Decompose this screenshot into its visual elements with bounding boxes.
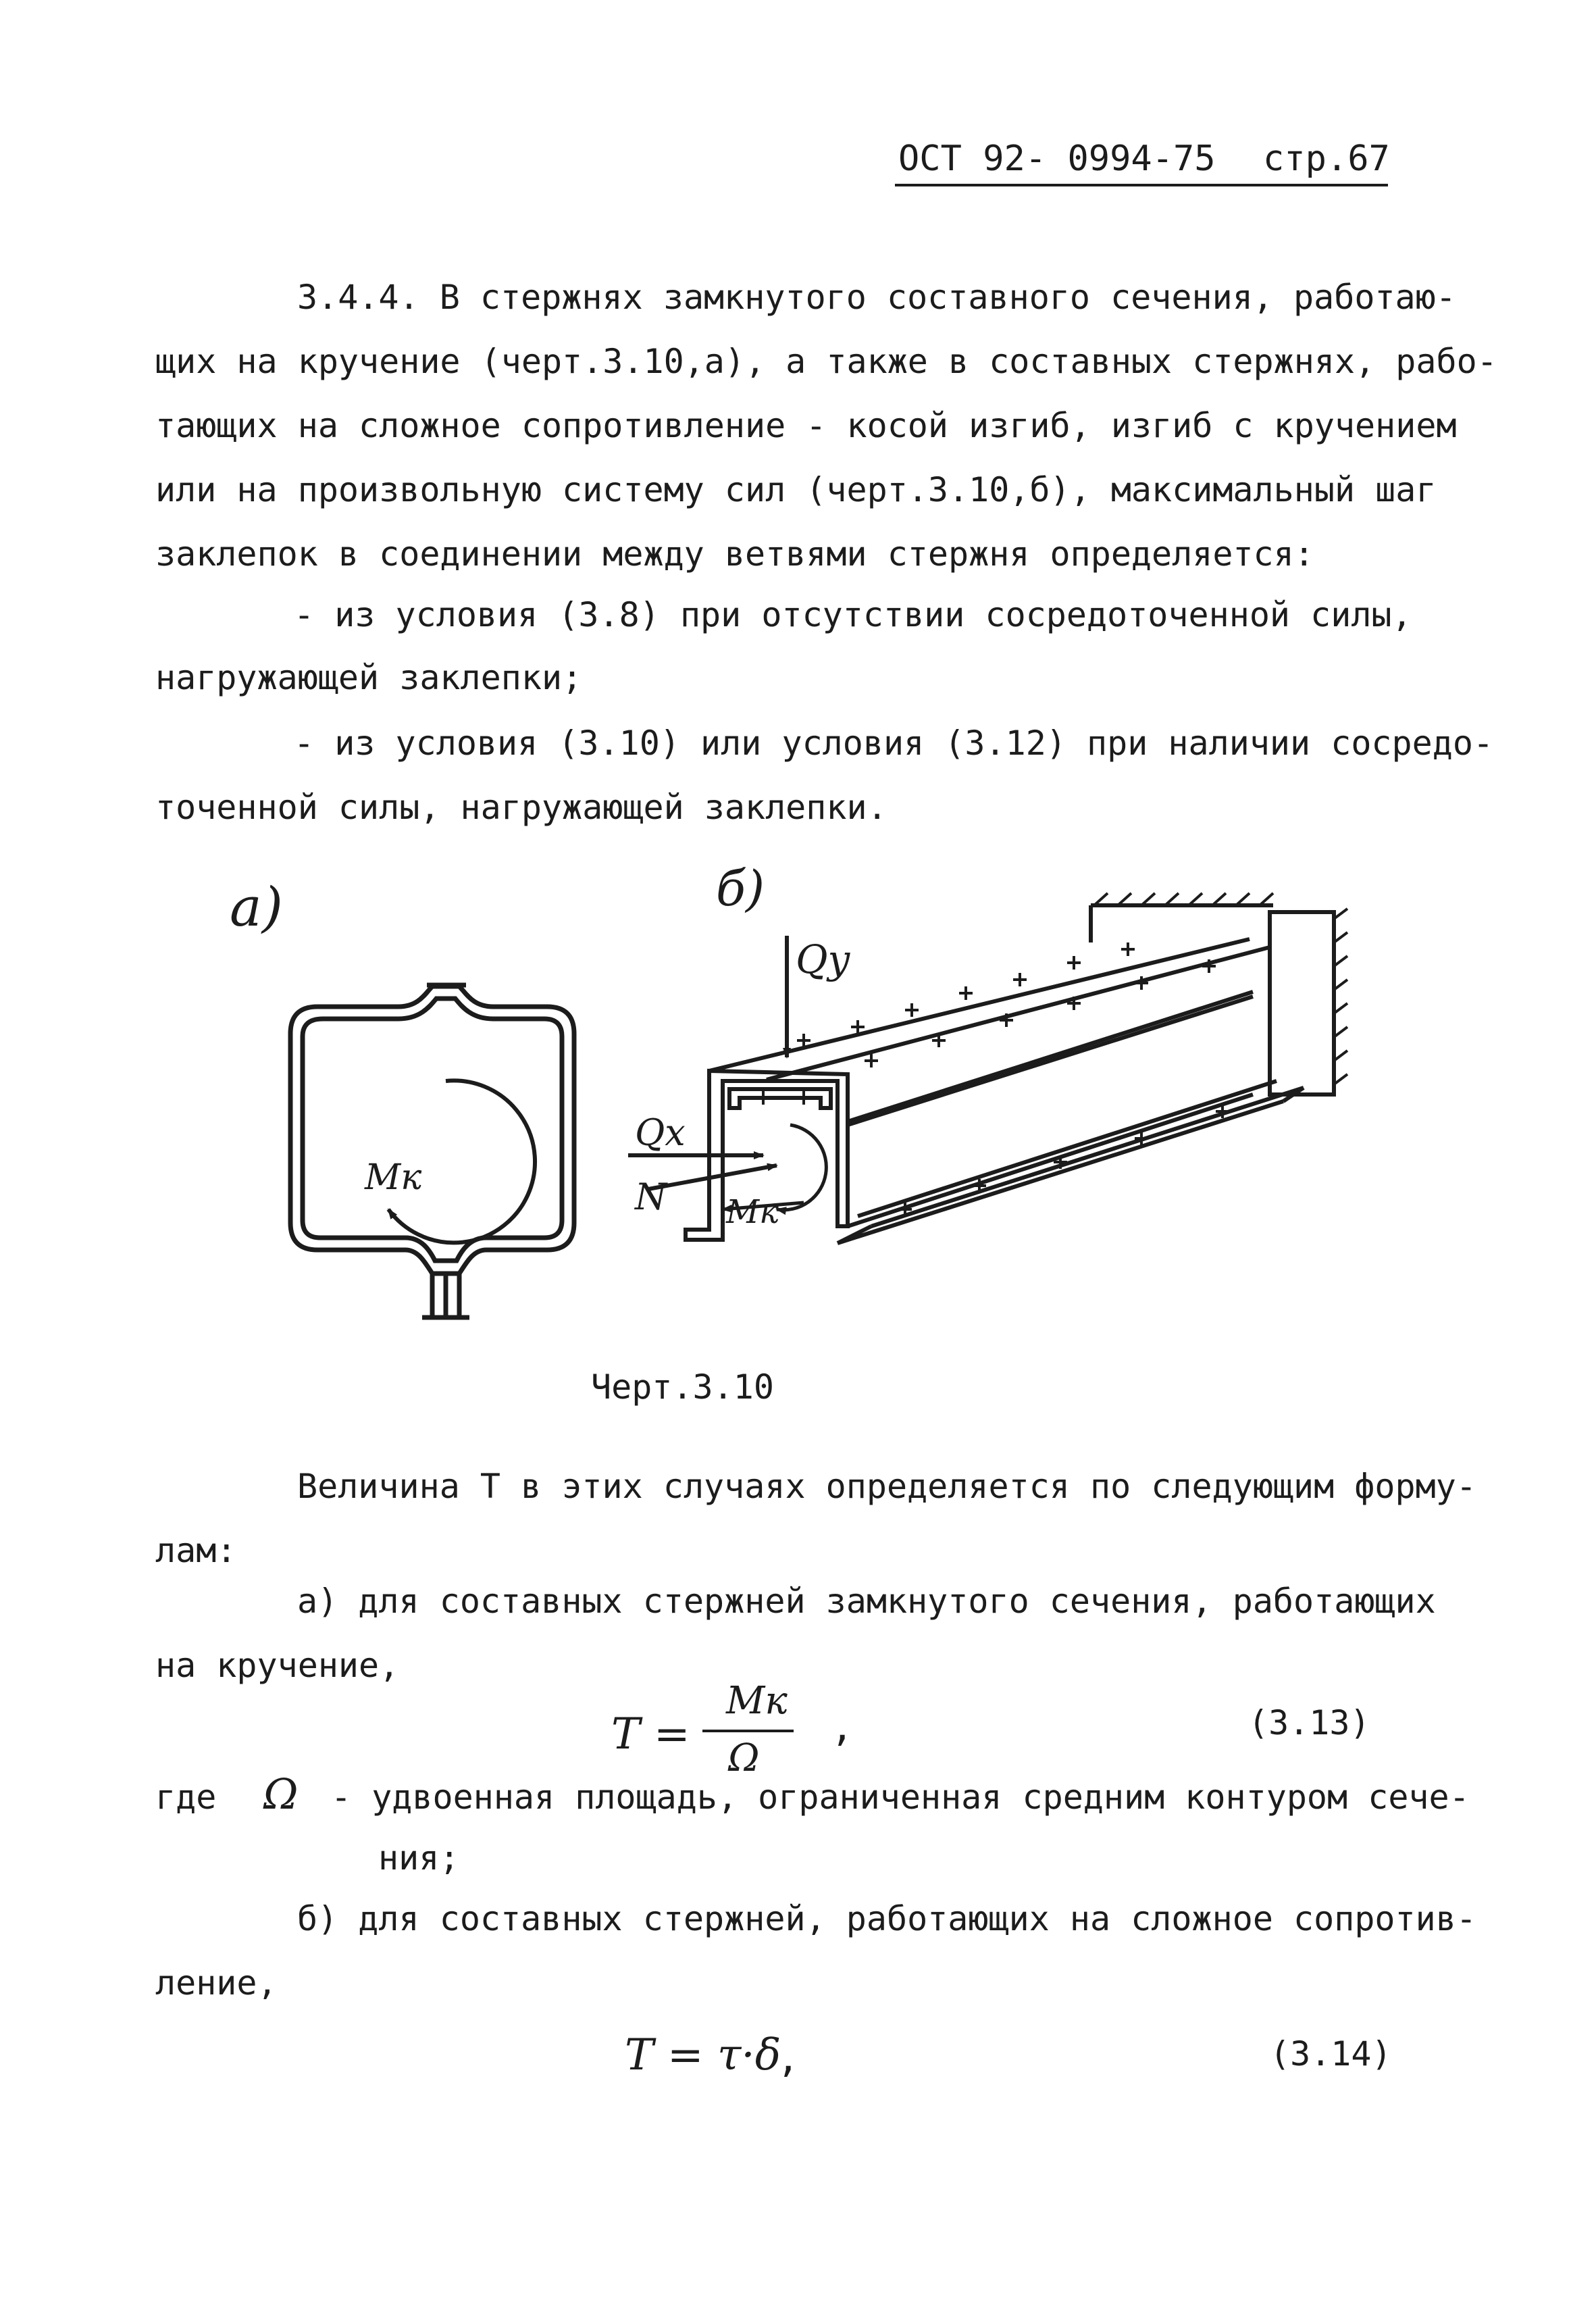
mk-label-b: Mк (726, 1193, 779, 1231)
figure-caption: Черт.3.10 (591, 1367, 774, 1407)
formula-tail: , (831, 1706, 854, 1750)
text-line: или на произвольную систему сил (черт.3.10,б), максимальный шаг (155, 470, 1437, 509)
figure-b-label: б) (716, 860, 765, 917)
formula-number: (3.14) (1270, 2034, 1392, 2073)
case-a-line: на кручение, (155, 1646, 400, 1685)
document-number: ОСТ 92- 0994-75 (898, 139, 1216, 179)
fraction-bar (702, 1730, 794, 1732)
condition-1-line: нагружающей заклепки; (155, 658, 583, 697)
condition-2-line: - из условия (3.10) или условия (3.12) при наличии сосредо- (294, 724, 1494, 763)
moment-label-a: Mк (365, 1157, 422, 1198)
omega-symbol: Ω (263, 1769, 299, 1819)
qy-label: Qy (796, 936, 850, 982)
n-arrow (648, 1165, 777, 1189)
text-line: заклепок в соединении между ветвями стержня определяется: (155, 534, 1314, 574)
qx-label: Qx (635, 1111, 686, 1154)
formula-denominator: Ω (728, 1736, 760, 1780)
formula-tail: , (777, 2037, 800, 2081)
figure-a-label: а) (230, 876, 283, 938)
case-a-line: а) для составных стержней замкнутого сечения, работающих (297, 1582, 1436, 1621)
formula-number: (3.13) (1248, 1703, 1370, 1742)
text-line: лам: (155, 1531, 237, 1570)
text-line: тающих на сложное сопротивление - косой изгиб, изгиб с кручением (155, 406, 1457, 445)
formula-expression: T = τ·δ (625, 2030, 781, 2080)
torque-arrow-b (777, 1125, 826, 1210)
condition-2-line: точенной силы, нагружающей заклепки. (155, 788, 887, 827)
formula-numerator: Mк (726, 1679, 788, 1723)
text-line: Величина T в этих случаях определяется по следующим форму- (297, 1467, 1476, 1506)
where-text-line: ния; (378, 1838, 460, 1878)
n-label: N (635, 1176, 667, 1218)
case-b-line: б) для составных стержней, работающих на сложное сопротив- (297, 1899, 1476, 1938)
condition-1-line: - из условия (3.8) при отсутствии сосредоточенной силы, (294, 595, 1412, 634)
text-line: щих на кручение (черт.3.10,а), а также в составных стержнях, рабо- (155, 342, 1497, 381)
where-text-line: - удвоенная площадь, ограниченная средним контуром сече- (331, 1778, 1470, 1817)
figure-a-section (290, 985, 574, 1317)
page-number: стр.67 (1263, 139, 1390, 179)
case-b-line: ление, (155, 1963, 278, 2003)
where-word: где (155, 1778, 217, 1817)
text-line: 3.4.4. В стержнях замкнутого составного сечения, работаю- (297, 278, 1456, 317)
formula-lhs: T = (611, 1709, 690, 1759)
